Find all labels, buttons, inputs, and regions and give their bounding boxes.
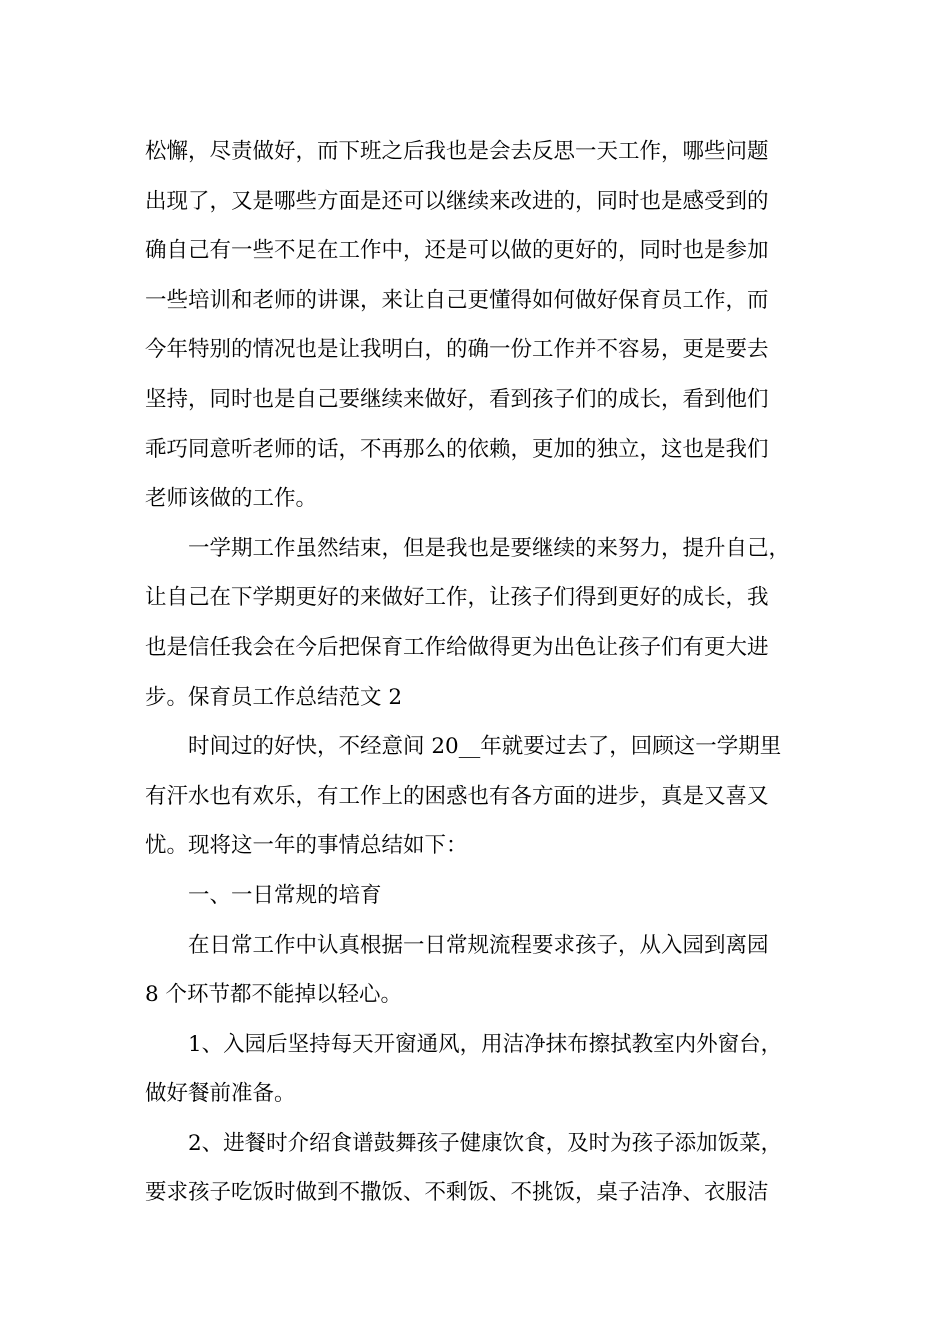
list-item-line: 2、进餐时介绍食谱鼓舞孩子健康饮食，及时为孩子添加饭菜， [188, 1130, 783, 1156]
text-line: 做好餐前准备。 [145, 1081, 296, 1107]
text-line: 8 个环节都不能掉以轻心。 [145, 982, 403, 1008]
paragraph-start-line: 时间过的好快，不经意间 20__年就要过去了，回顾这一学期里 [188, 734, 782, 760]
text-line: 坚持，同时也是自己要继续来做好，看到孩子们的成长，看到他们 [145, 386, 769, 412]
text-line: 乖巧同意听老师的话，不再那么的依赖，更加的独立，这也是我们 [145, 436, 769, 462]
text-line: 步。保育员工作总结范文 2 [145, 684, 403, 710]
text-line: 要求孩子吃饭时做到不撒饭、不剩饭、不挑饭，桌子洁净、衣服洁 [145, 1180, 769, 1206]
text-line: 让自己在下学期更好的来做好工作，让孩子们得到更好的成长，我 [145, 585, 769, 611]
list-item-line: 1、入园后坚持每天开窗通风，用洁净抹布擦拭教室内外窗台， [188, 1031, 783, 1057]
paragraph-start-line: 在日常工作中认真根据一日常规流程要求孩子，从入园到离园 [188, 932, 769, 958]
text-line: 出现了，又是哪些方面是还可以继续来改进的，同时也是感受到的 [145, 188, 769, 214]
text-line: 松懈，尽责做好，而下班之后我也是会去反思一天工作，哪些问题 [145, 139, 769, 164]
text-line: 老师该做的工作。 [145, 486, 318, 512]
text-line: 也是信任我会在今后把保育工作给做得更为出色让孩子们有更大进 [145, 634, 769, 660]
paragraph-start-line: 一学期工作虽然结束，但是我也是要继续的来努力，提升自己， [188, 535, 791, 561]
text-line: 忧。现将这一年的事情总结如下： [145, 833, 468, 859]
text-line: 确自己有一些不足在工作中，还是可以做的更好的，同时也是参加 [145, 238, 769, 264]
section-heading: 一、一日常规的培育 [188, 882, 382, 908]
document-body [145, 127, 810, 1218]
text-line: 有汗水也有欢乐，有工作上的困惑也有各方面的进步，真是又喜又 [145, 783, 769, 809]
text-line: 一些培训和老师的讲课，来让自己更懂得如何做好保育员工作，而 [145, 287, 769, 313]
text-line: 今年特别的情况也是让我明白，的确一份工作并不容易，更是要去 [145, 337, 769, 363]
